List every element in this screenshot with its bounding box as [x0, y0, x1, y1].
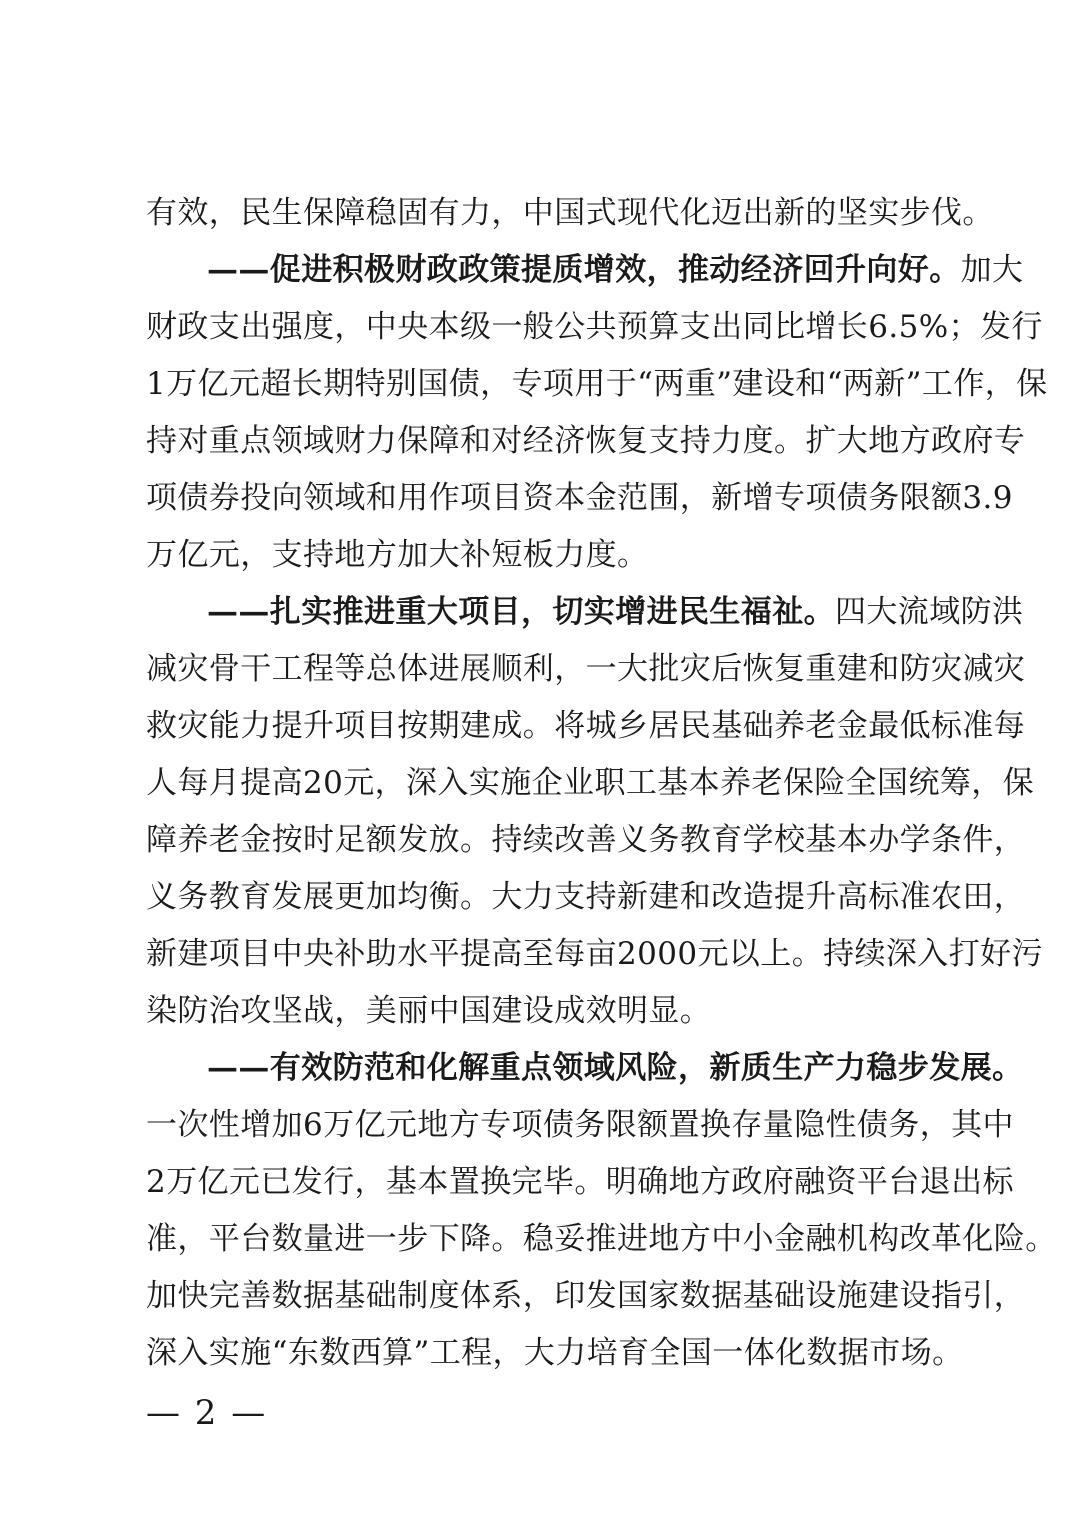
line-text: 一次性增加6万亿元地方专项债务限额置换存量隐性债务，其中	[146, 1107, 1014, 1143]
text-line	[146, 527, 946, 583]
text-line	[146, 698, 1026, 754]
line-text: 深入实施“东数西算”工程，大力培育全国一体化数据市场。	[146, 1335, 964, 1371]
section-heading-line	[207, 1040, 1024, 1096]
text-line	[146, 1154, 1014, 1210]
line-text: 加大	[960, 252, 1024, 288]
line-text: 人每月提高20元，深入实施企业职工基本养老保险全国统筹，保	[146, 765, 1035, 801]
line-text: 四大流域防洪	[835, 594, 1024, 630]
text-line	[146, 755, 1035, 811]
text-line	[146, 983, 946, 1039]
text-line	[146, 413, 1026, 469]
text-line	[146, 1211, 1057, 1267]
page-number: — 2 —	[146, 1393, 268, 1433]
line-text: 障养老金按时足额发放。持续改善义务教育学校基本办学条件，	[146, 822, 1026, 858]
text-line	[146, 299, 1043, 355]
section-heading-line	[207, 584, 1024, 640]
text-line	[146, 812, 1026, 868]
line-text: 新建项目中央补助水平提高至每亩2000元以上。持续深入打好污	[146, 936, 1043, 972]
line-text: 有效，民生保障稳固有力，中国式现代化迈出新的坚实步伐。	[146, 195, 994, 231]
line-text: 染防治攻坚战，美丽中国建设成效明显。	[146, 993, 712, 1029]
section-heading: ——扎实推进重大项目，切实增进民生福祉。	[207, 594, 835, 630]
text-line	[146, 1268, 1026, 1324]
text-line	[146, 869, 1026, 925]
text-line	[146, 641, 1026, 697]
line-text: 义务教育发展更加均衡。大力支持新建和改造提升高标准农田，	[146, 879, 1026, 915]
line-text: 项债券投向领域和用作项目资本金范围，新增专项债务限额3.9	[146, 480, 1013, 516]
line-text: 1万亿元超长期特别国债，专项用于“两重”建设和“两新”工作，保	[146, 366, 1048, 402]
text-line	[146, 356, 1048, 412]
line-text: 2万亿元已发行，基本置换完毕。明确地方政府融资平台退出标	[146, 1164, 1014, 1200]
line-text: 救灾能力提升项目按期建成。将城乡居民基础养老金最低标准每	[146, 708, 1026, 744]
section-heading: ——有效防范和化解重点领域风险，新质生产力稳步发展。	[207, 1050, 1024, 1086]
line-text: 加快完善数据基础制度体系，印发国家数据基础设施建设指引，	[146, 1278, 1026, 1314]
line-text: 万亿元，支持地方加大补短板力度。	[146, 537, 649, 573]
text-line	[146, 926, 1043, 982]
text-line	[146, 1097, 1014, 1153]
line-text: 持对重点领域财力保障和对经济恢复支持力度。扩大地方政府专	[146, 423, 1026, 459]
text-line	[146, 185, 994, 241]
section-heading: ——促进积极财政政策提质增效，推动经济回升向好。	[207, 252, 961, 288]
text-line	[146, 1325, 964, 1381]
line-text: 财政支出强度，中央本级一般公共预算支出同比增长6.5%；发行	[146, 309, 1043, 345]
line-text: 准，平台数量进一步下降。稳妥推进地方中小金融机构改革化险。	[146, 1221, 1057, 1257]
text-line	[146, 470, 1013, 526]
section-heading-line	[207, 242, 1024, 298]
line-text: 减灾骨干工程等总体进展顺利，一大批灾后恢复重建和防灾减灾	[146, 651, 1026, 687]
